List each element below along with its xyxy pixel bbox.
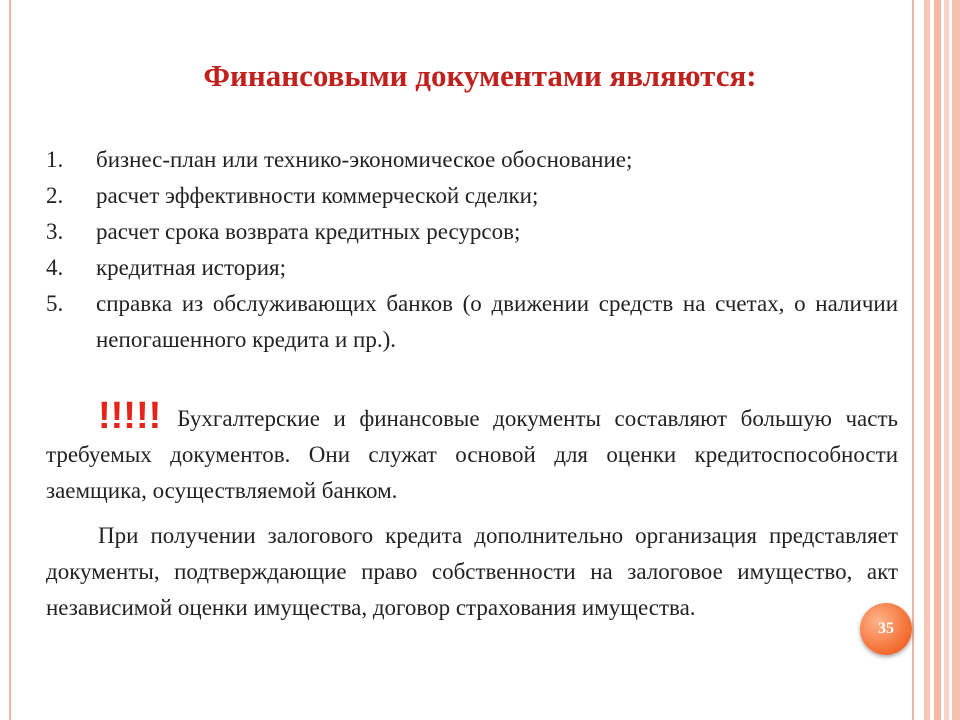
list-item [46, 178, 898, 214]
collateral-paragraph: При получении залогового кредита дополнительно организация представляет документы, подтверждающие право собственности на залоговое имущество, акт независимой оценки имущества, договор страхования имущества. [46, 523, 898, 620]
list-item-number: 3. [46, 219, 64, 244]
list-item [46, 250, 898, 286]
emphasis-marks: !!!!! [98, 395, 162, 437]
decor-stripe [944, 0, 949, 720]
list-item-text: расчет эффективности коммерческой сделки; [96, 183, 539, 208]
list-item-number: 1. [46, 147, 64, 172]
list-item-number: 4. [46, 255, 64, 280]
document-list [46, 142, 898, 358]
list-item [46, 142, 898, 178]
slide-title: Финансовыми документами являются: [203, 58, 757, 93]
list-item-number: 2. [46, 183, 64, 208]
decor-stripe [934, 0, 941, 720]
decor-stripe [952, 0, 960, 720]
list-item [46, 214, 898, 250]
list-item-text: справка из обслуживающих банков (о движении средств на счетах, о наличии непогашенного кредита и пр.). [96, 291, 898, 352]
page-number-badge: 35 [860, 603, 912, 655]
decor-stripe [924, 0, 930, 720]
list-item [46, 286, 898, 358]
list-item-number: 5. [46, 291, 64, 316]
accounting-documents-paragraph [46, 395, 898, 509]
list-item-text: бизнес-план или технико-экономическое обоснование; [96, 147, 633, 172]
paragraph-text: Бухгалтерские и финансовые документы составляют большую часть требуемых документов. Они служат основой для оценки кредитоспособности заемщика, осуществляемой банком. [46, 406, 898, 503]
list-item-text: кредитная история; [96, 255, 287, 280]
list-item-text: расчет срока возврата кредитных ресурсов; [96, 219, 521, 244]
